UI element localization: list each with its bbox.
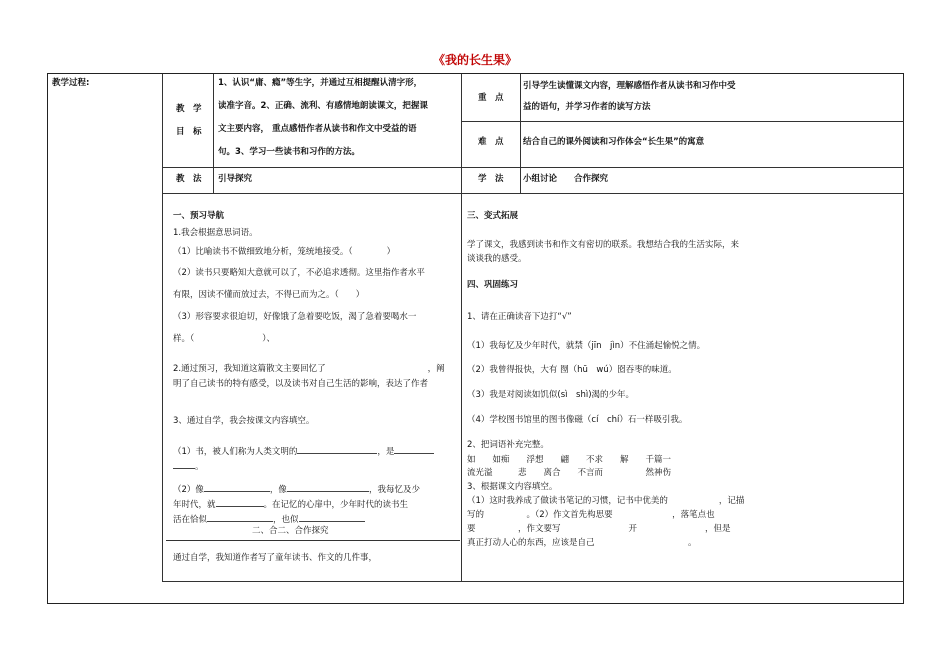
question: 明了自己读书的特有感受，以及读书对自己生活的影响，表达了作者 <box>173 379 429 389</box>
blank[interactable] <box>394 444 434 454</box>
fill-text: ，像 <box>269 485 287 495</box>
paragraph: 谈谈我的感受。 <box>467 254 527 264</box>
fill-text: 。在记忆的心扉中，少年时代的读书生 <box>263 500 409 510</box>
exercise: （4）学校图书馆里的图书像磁（cí chí）石一样吸引我。 <box>467 415 688 425</box>
key-line: 益的语句，并学习作者的读写方法 <box>523 102 651 112</box>
row-divider <box>162 581 904 582</box>
col-divider <box>162 74 163 581</box>
goal-line: 1、认识“庸、瘾”等生字，并通过互相提醒认清字形， <box>218 78 423 88</box>
blank[interactable] <box>297 444 377 454</box>
blank[interactable] <box>204 482 270 492</box>
fill-blank-line <box>173 497 408 512</box>
word-row: 如 如痴 浮想 翩 不求 解 千篇一 <box>467 455 672 465</box>
fill-text: （1）书，被人们称为人类文明的 <box>173 447 298 457</box>
exercise: 1、请在正确读音下边打“√” <box>467 312 572 322</box>
teaching-method-value: 引导探究 <box>218 174 253 184</box>
fill-line: 写的 。（2）作文首先构思要 ，落笔点也 <box>467 510 715 520</box>
fill-text: ，是 <box>377 447 395 457</box>
question: 1.我会根据意思词语。 <box>173 228 258 238</box>
section-heading: 四、巩固练习 <box>467 280 519 290</box>
blank[interactable] <box>173 459 195 469</box>
goal-line: 读准字音。2、正确、流利、有感情地朗读课文，把握课 <box>218 101 428 111</box>
blank[interactable] <box>299 512 365 522</box>
goals-label: 教 学 <box>176 104 202 114</box>
fill-text: ，我每忆及少 <box>368 485 420 495</box>
fill-blank-line <box>173 482 420 497</box>
question: （2）读书只要略知大意就可以了，不必追求透彻。这里指作者水平 <box>173 268 425 278</box>
row-divider <box>461 121 904 122</box>
goals-label: 目 标 <box>176 127 202 137</box>
fill-text: ，也似 <box>273 515 299 525</box>
goal-line: 句。3、学习一些读书和习作的方法。 <box>218 147 360 157</box>
exercise: 3、根据课文内容填空。 <box>467 482 558 492</box>
question: （3）形容要求很迫切，好像饿了急着要吃饭，渴了急着要喝水一 <box>173 312 417 322</box>
question: （1）比喻读书不做细致地分析，笼统地接受。（ ） <box>173 247 396 257</box>
teaching-method-label: 教 法 <box>176 174 202 184</box>
blank[interactable] <box>216 497 264 507</box>
blank[interactable] <box>207 512 273 522</box>
process-label: 教学过程: <box>52 78 90 88</box>
exercise: （3）我是对阅读如饥似(sì shì)渴的少年。 <box>467 390 635 400</box>
fill-text: （2）像 <box>173 485 204 495</box>
section-heading: 三、变式拓展 <box>467 211 519 221</box>
exercise: 2、把词语补充完整。 <box>467 440 549 450</box>
paragraph: 学了课文，我感到读书和作文有密切的联系。我想结合我的生活实际，来 <box>467 240 740 250</box>
difficulty-text: 结合自己的课外阅读和习作体会“长生果”的寓意 <box>523 137 705 147</box>
question: 3、通过自学，我会按课文内容填空。 <box>173 416 315 426</box>
word-row: 流光溢 悲 离合 不言而 然神伤 <box>467 468 672 478</box>
key-line: 引导学生读懂课文内容，理解感悟作者从读书和习作中受 <box>523 81 736 91</box>
fill-text: 年时代，就 <box>173 500 216 510</box>
fill-line: （1）这时我养成了做读书笔记的习惯，记书中优美的 ，记描 <box>467 496 745 506</box>
fill-text: 活在恰似 <box>173 515 208 525</box>
fill-line: 真正打动人心的东西，应该是自己 。 <box>467 538 697 548</box>
learning-method-label: 学 法 <box>478 174 504 184</box>
page-title: 《我的长生果》 <box>432 53 517 67</box>
fill-blank-line: 。 <box>173 459 204 474</box>
col-divider <box>520 74 521 193</box>
question: 有限，因读不懂而放过去，不得已而为之。（ ） <box>173 290 365 300</box>
col-divider <box>461 74 462 581</box>
blank[interactable] <box>287 482 369 492</box>
goal-line: 文主要内容， 重点感悟作者从读书和作文中受益的语 <box>218 124 417 134</box>
question: 样。（ ）、 <box>173 334 276 344</box>
divider <box>166 540 460 541</box>
row-divider <box>162 167 904 168</box>
key-label: 重 点 <box>478 93 504 103</box>
row-divider <box>162 193 904 194</box>
fill-line: 要 ，作文要写 开 ，但是 <box>467 524 731 534</box>
bottom-text: 通过自学，我知道作者写了童年读书、作文的几件事， <box>173 553 378 563</box>
learning-method-value: 小组讨论 合作探究 <box>523 174 609 184</box>
col-divider <box>213 74 214 193</box>
exercise: （1）我每忆及少年时代，就禁（jīn jìn）不住涌起愉悦之情。 <box>467 341 706 351</box>
difficulty-label: 难 点 <box>478 137 504 147</box>
section-heading: 一、预习导航 <box>173 211 225 221</box>
sub-heading: 二、合二、合作探究 <box>252 526 329 536</box>
exercise: （2）我曾得报快，大有 囫（hū wú）囵吞枣的味道。 <box>467 365 677 375</box>
fill-blank-line <box>173 444 434 459</box>
question: 2.通过预习，我知道这篇散文主要回忆了 ，阐 <box>173 364 445 374</box>
